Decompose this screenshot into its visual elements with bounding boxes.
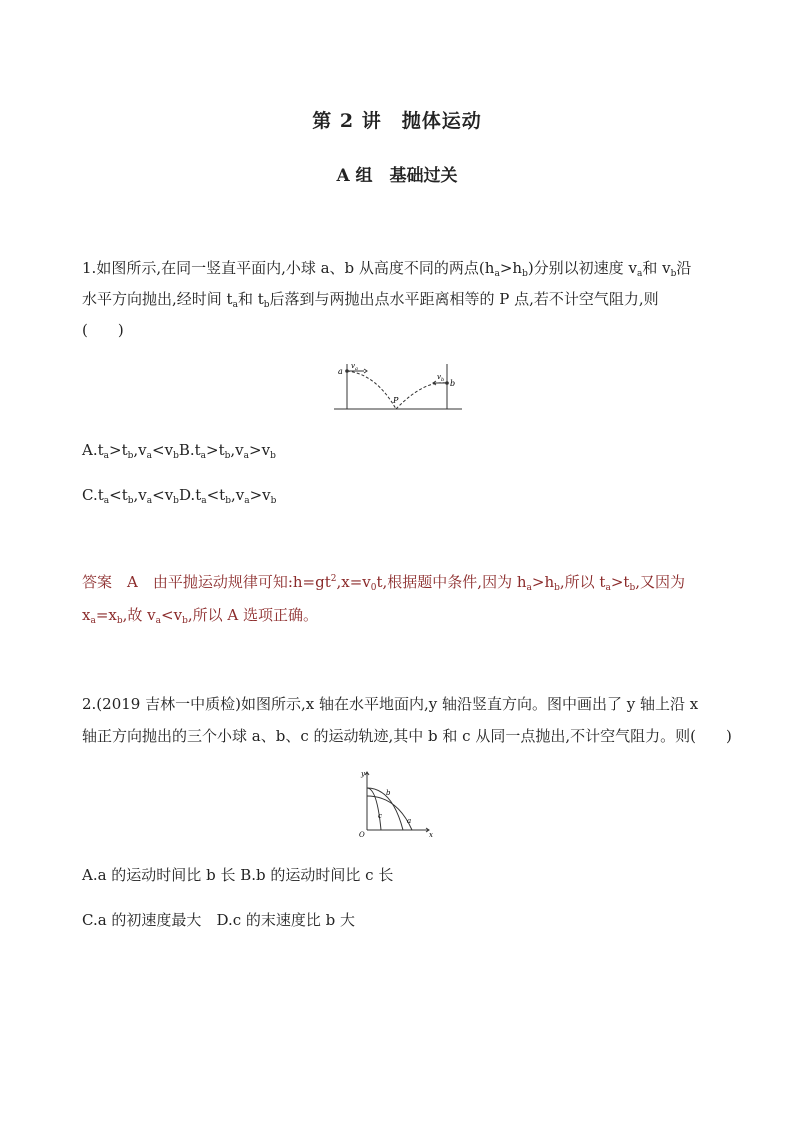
fig2-label-y: y xyxy=(361,770,365,778)
fig2-label-b: b xyxy=(386,789,391,797)
fig2-label-O: O xyxy=(359,831,365,839)
page-title: 第 2 讲 抛体运动 xyxy=(312,110,482,132)
q1-line-2: 水平方向抛出,经时间 $t_a$和 $t_b$后落到与两抛出点水平距离相等的 P 点,若不计空气阻力,则 xyxy=(82,290,659,310)
q1-answer-line-1: 答案 A 由平抛运动规律可知$:h=gt^2,x=v_0t$,根据题中条件,因为 $h_a>h_b$,所以 $t_a>t_b$,又因为 xyxy=(82,573,685,593)
q1-projectile-figure xyxy=(334,362,462,414)
q2-options-cd: C.a 的初速度最大 D.c 的末速度比 b 大 xyxy=(82,911,356,929)
q1-options-cd: $C.t_a<t_b,v_a<v_bD.t_a<t_b,v_a>v_b$ xyxy=(82,486,277,506)
q1-line-1: 1.如图所示,在同一竖直平面内,小球 a、b 从高度不同的两点$(h_a>h_b)$分别以初速度 $v_a$和 $v_b$沿 xyxy=(82,259,692,279)
q2-trajectory-figure xyxy=(357,766,437,840)
q1-options-ab: $A.t_a>t_b,v_a<v_bB.t_a>t_b,v_a>v_b$ xyxy=(82,441,276,461)
section-title: A 组 基础过关 xyxy=(336,166,458,186)
q1-answer-line-2: $x_a=x_b$,故 $v_a<v_b$,所以 A 选项正确。 xyxy=(82,606,318,626)
fig2-label-a: a xyxy=(407,817,412,825)
q2-line-2: 轴正方向抛出的三个小球 a、b、c 的运动轨迹,其中 b 和 c 从同一点抛出,不计空气阻力。则( ) xyxy=(82,727,732,745)
fig2-label-c: c xyxy=(378,812,382,820)
q2-line-1: 2.(2019 吉林一中质检)如图所示,x 轴在水平地面内,y 轴沿竖直方向。图中画出了 y 轴上沿 x xyxy=(82,695,699,713)
fig1-label-vb: $v_b$ xyxy=(437,373,445,383)
fig1-label-P: P xyxy=(393,396,399,405)
q1-line-3: ( ) xyxy=(82,321,124,339)
fig1-label-va: $v_a$ xyxy=(351,362,358,372)
fig2-label-x: x xyxy=(429,831,433,839)
q2-options-ab: A.a 的运动时间比 b 长 B.b 的运动时间比 c 长 xyxy=(82,866,394,884)
fig1-label-a: a xyxy=(338,367,343,376)
fig1-label-b: b xyxy=(450,379,456,388)
